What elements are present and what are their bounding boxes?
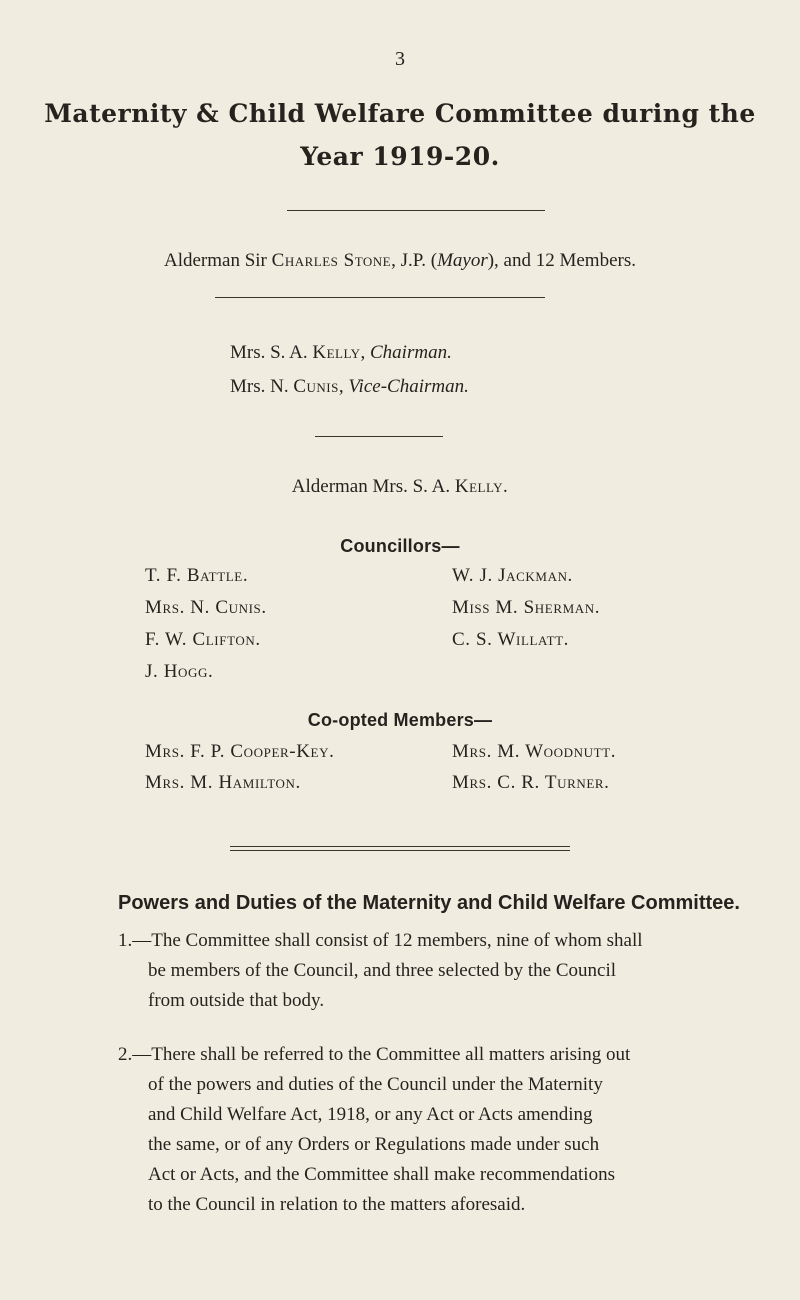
councillor-left-3: F. W. Clifton. (145, 629, 261, 650)
coopted-right-1: Mrs. M. Woodnutt. (452, 741, 617, 762)
councillor-right-1: W. J. Jackman. (452, 565, 573, 586)
vice-chairman-line (230, 376, 469, 398)
chairman-separator: , (360, 342, 370, 363)
paragraph-1-line: 1.—The Committee shall consist of 12 members, nine of whom shall (118, 930, 643, 951)
page-number: 3 (395, 48, 405, 70)
councillor-right-3: C. S. Willatt. (452, 629, 570, 650)
paragraph-2-line: the same, or of any Orders or Regulations made under such (148, 1134, 600, 1155)
paragraph-1-line: be members of the Council, and three selected by the Council (148, 960, 616, 981)
paragraph-2-line: of the powers and duties of the Council under the Maternity (148, 1074, 603, 1095)
councillors-heading: Councillors— (340, 536, 460, 556)
councillor-left-2: Mrs. N. Cunis. (145, 597, 267, 618)
double-divider-rule (230, 846, 570, 851)
mayor-mid: , J.P. ( (391, 250, 438, 271)
divider-rule (287, 210, 545, 211)
paragraph-2-line: and Child Welfare Act, 1918, or any Act or Acts amending (148, 1104, 593, 1125)
vice-chairman-prefix: Mrs. N. (230, 376, 294, 397)
coopted-left-1: Mrs. F. P. Cooper-Key. (145, 741, 335, 762)
mayor-role: Mayor (437, 250, 488, 271)
paragraph-2 (118, 1040, 758, 1220)
chairman-line (230, 342, 452, 364)
paragraph-2-line: Act or Acts, and the Committee shall make recommendations (148, 1164, 615, 1185)
coopted-left-2: Mrs. M. Hamilton. (145, 772, 301, 793)
paragraph-1 (118, 926, 758, 1016)
vice-chairman-separator: , (338, 376, 349, 397)
paragraph-2-line: to the Council in relation to the matters aforesaid. (148, 1194, 526, 1215)
alderman-prefix: Alderman Mrs. S. A. (291, 476, 455, 497)
chairman-role: Chairman. (370, 342, 452, 363)
councillor-left-1: T. F. Battle. (145, 565, 249, 586)
alderman-surname: Kelly. (454, 476, 509, 497)
mayor-suffix: ), and 12 Members. (487, 250, 636, 271)
page-title-line-2: Year 1919-20. (300, 142, 500, 171)
divider-rule (315, 436, 443, 437)
paragraph-2-line: 2.—There shall be referred to the Committee all matters arising out (118, 1044, 631, 1065)
vice-chairman-role: Vice-Chairman. (348, 376, 469, 397)
mayor-prefix: Alderman Sir (163, 250, 272, 271)
alderman-line (0, 476, 800, 498)
coopted-heading: Co-opted Members— (307, 710, 493, 730)
vice-chairman-surname: Cunis (293, 376, 339, 397)
councillor-right-2: Miss M. Sherman. (452, 597, 601, 618)
coopted-right-2: Mrs. C. R. Turner. (452, 772, 610, 793)
page-title-line-1: Maternity & Child Welfare Committee during the (44, 99, 756, 128)
councillor-left-4: J. Hogg. (145, 661, 214, 682)
chairman-prefix: Mrs. S. A. (230, 342, 313, 363)
mayor-line (0, 250, 800, 272)
powers-title: Powers and Duties of the Maternity and Child Welfare Committee. (118, 892, 740, 914)
paragraph-1-line: from outside that body. (148, 990, 325, 1011)
divider-rule (215, 297, 545, 298)
chairman-surname: Kelly (312, 342, 361, 363)
mayor-name: Charles Stone (271, 250, 392, 271)
